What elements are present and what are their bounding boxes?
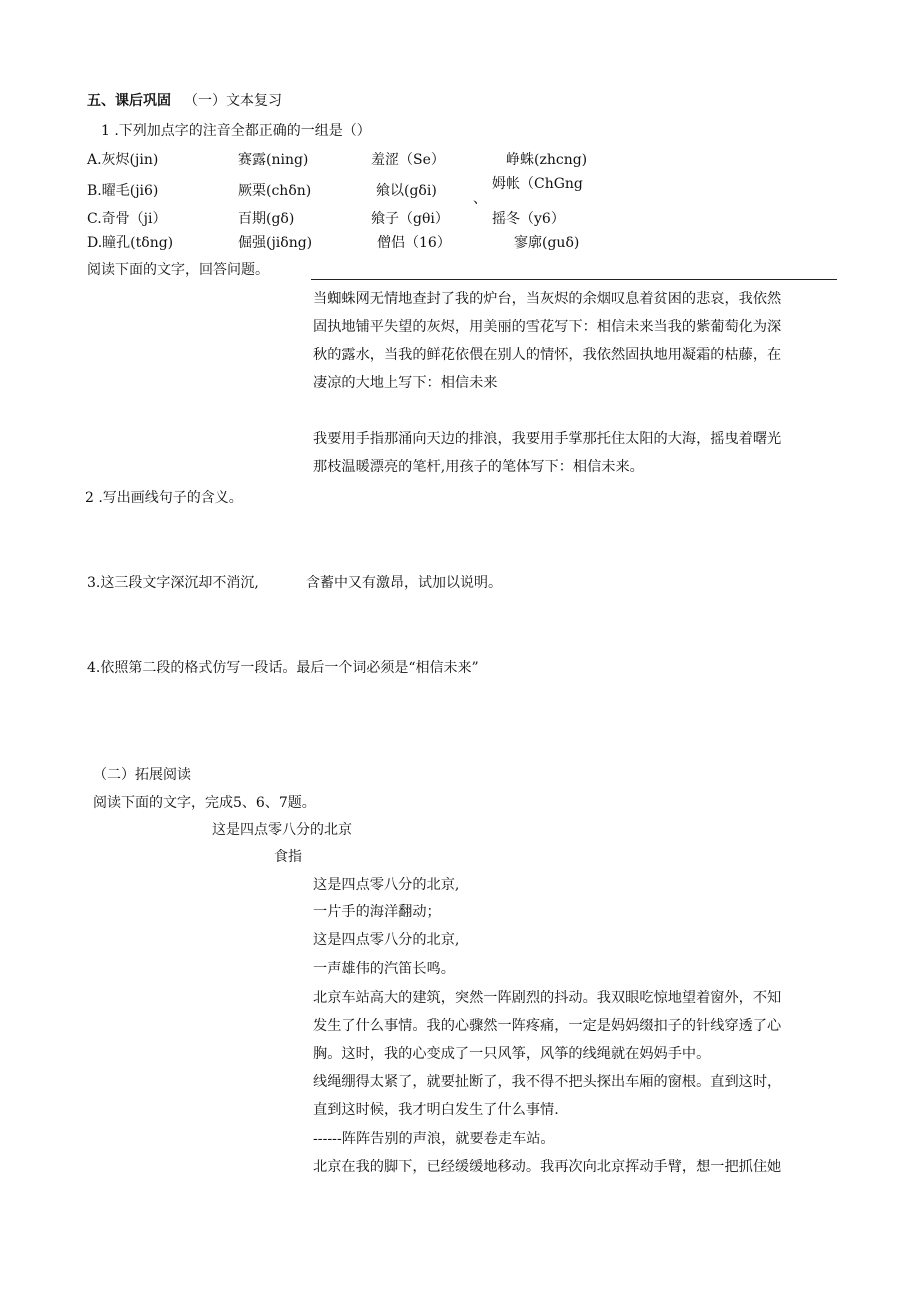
poem-line: 北京在我的脚下，已经缓缓地移动。我再次向北京挥动手臂，想一把抓住她 <box>313 1159 782 1175</box>
question-2: 2 .写出画线句子的含义。 <box>85 490 243 506</box>
option-b-mark: 、 <box>473 191 487 207</box>
passage-line: 凄凉的大地上写下：相信未来 <box>313 375 498 391</box>
option-d-item-4: 寥廓(guδ) <box>514 235 580 251</box>
poem-line: ------阵阵告别的声浪，就要卷走车站。 <box>313 1131 555 1147</box>
option-b-item-4: 姆帐（ChGng <box>492 176 583 192</box>
option-a-item-1: A.灰烬(jin) <box>87 152 159 168</box>
poem-line: 这是四点零八分的北京, <box>313 932 460 948</box>
poem-line: 发生了什么事情。我的心骤然一阵疼痛，一定是妈妈缀扣子的针线穿透了心 <box>313 1018 782 1034</box>
option-b-item-2: 厥栗(chδn) <box>238 183 312 199</box>
option-c-item-1: C.奇骨（ji） <box>87 211 167 227</box>
passage-line: 当蜘蛛网无情地查封了我的炉台，当灰烬的余烟叹息着贫困的悲哀，我依然 <box>313 291 782 307</box>
option-c-item-3: 飨子（gθi） <box>371 211 449 227</box>
option-a-item-4: 峥蛛(zhcng) <box>506 152 588 168</box>
option-c-item-4: 摇冬（y6） <box>492 211 565 227</box>
poem-title: 这是四点零八分的北京 <box>212 822 352 838</box>
extended-reading-intro: 阅读下面的文字，完成5、6、7题。 <box>93 795 316 811</box>
question-3-part-1: 3.这三段文字深沉却不消沉, <box>87 575 259 591</box>
question-1-stem: 1 .下列加点字的注音全都正确的一组是（） <box>101 123 371 139</box>
poem-author: 食指 <box>274 849 302 865</box>
section-subheading: （一）文本复习 <box>184 93 282 109</box>
option-a-item-3: 羞涩（Se） <box>371 152 445 168</box>
poem-line: 这是四点零八分的北京, <box>313 877 460 893</box>
passage-line: 那枝温暖漂亮的笔杆,用孩子的笔体写下：相信未来。 <box>313 459 644 475</box>
poem-line: 一声雄伟的汽笛长鸣。 <box>313 961 455 977</box>
passage-divider <box>311 279 837 280</box>
poem-line: 一片手的海洋翻动； <box>313 904 441 920</box>
option-b-item-3: 飨以(gδi) <box>376 183 437 199</box>
option-d-item-2: 倔强(jiδng) <box>238 235 313 251</box>
poem-line: 直到这时候，我才明白发生了什么事情. <box>313 1102 559 1118</box>
option-d-item-1: D.瞳孔(tδng) <box>87 235 174 251</box>
passage-line: 秋的露水，当我的鲜花依偎在别人的情怀，我依然固执地用凝霜的枯藤，在 <box>313 347 782 363</box>
poem-line: 胸。这时，我的心变成了一只风筝，风筝的线绳就在妈妈手中。 <box>313 1046 711 1062</box>
extended-reading-heading: （二）拓展阅读 <box>93 767 191 783</box>
passage-line: 固执地铺平失望的灰烬，用美丽的雪花写下：相信未来当我的紫葡萄化为深 <box>313 319 782 335</box>
poem-line: 线绳绷得太紧了，就要扯断了，我不得不把头探出车厢的窗根。直到这时， <box>313 1074 782 1090</box>
poem-line: 北京车站高大的建筑，突然一阵剧烈的抖动。我双眼吃惊地望着窗外，不知 <box>313 990 782 1006</box>
option-b-item-1: B.曜毛(ji6) <box>87 183 159 199</box>
option-c-item-2: 百期(gδ) <box>238 211 295 227</box>
section-heading: 五、课后巩固 <box>87 93 171 109</box>
question-4: 4.依照第二段的格式仿写一段话。最后一个词必须是“相信未来” <box>87 660 479 676</box>
option-a-item-2: 赛露(ning) <box>238 152 309 168</box>
question-3-part-2: 含蓄中又有激昂，试加以说明。 <box>306 575 502 591</box>
reading-intro: 阅读下面的文字，回答问题。 <box>87 262 269 278</box>
passage-line: 我要用手指那涌向天边的排浪，我要用手掌那托住太阳的大海，摇曳着曙光 <box>313 431 782 447</box>
option-d-item-3: 僧侣（16） <box>377 235 451 251</box>
